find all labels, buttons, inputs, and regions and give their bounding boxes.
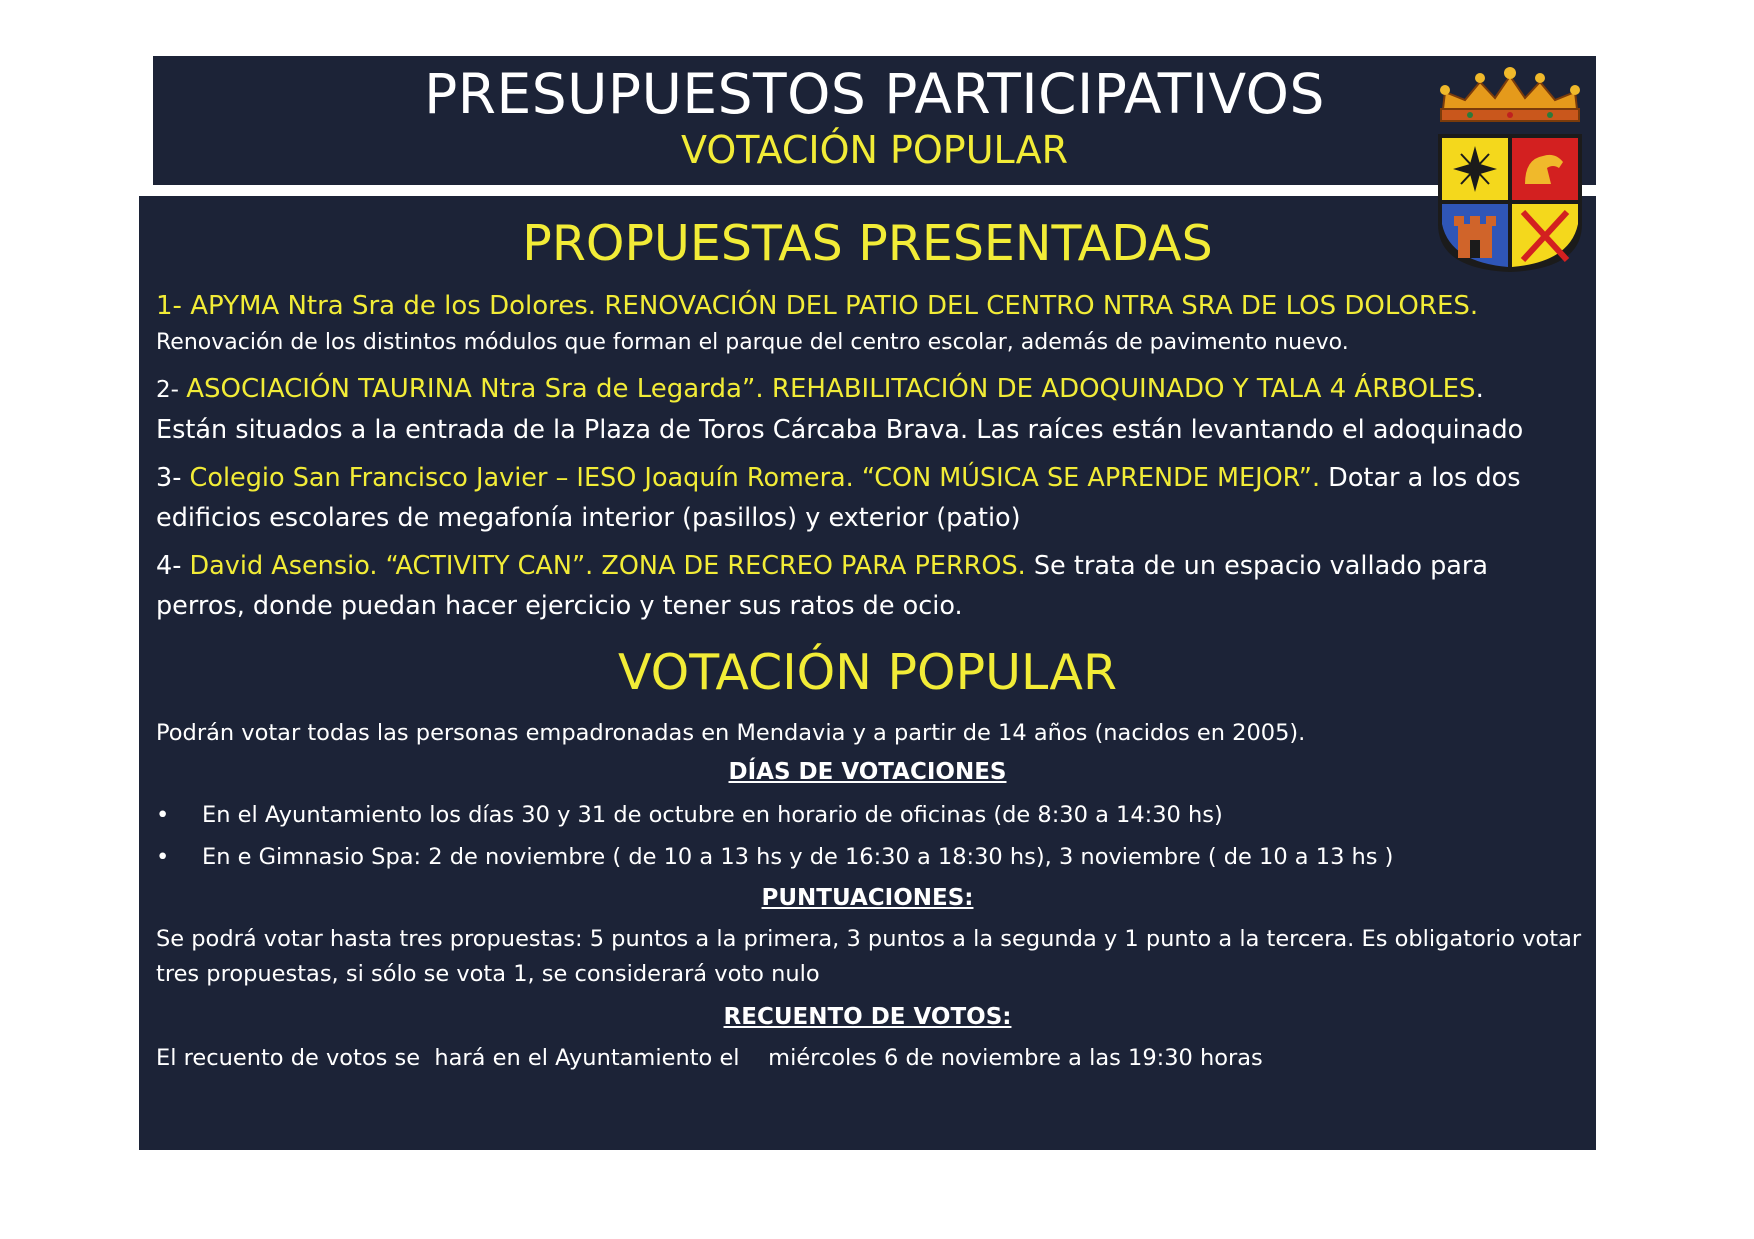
proposal-1-description: Renovación de los distintos módulos que forman el parque del centro escolar, además de pavimento nuevo.: [156, 330, 1349, 355]
proposal-1-number: 1-: [156, 291, 191, 321]
vote-count-heading: RECUENTO DE VOTOS:: [723, 1004, 1012, 1030]
eligibility-text: Podrán votar todas las personas empadronadas en Mendavia y a partir de 14 años (nacidos en 2005).: [156, 720, 1306, 746]
header-banner: [153, 56, 1596, 185]
proposal-4-description: Se trata de un espacio vallado para perros, donde puedan hacer ejercicio y tener sus ratos de ocio.: [156, 551, 1489, 621]
proposal-2-title-line: [156, 371, 1584, 408]
proposal-4-number: 4-: [156, 551, 190, 581]
crest-icon: [1425, 64, 1595, 274]
voting-day-text: En e Gimnasio Spa: 2 de noviembre ( de 10 a 13 hs y de 16:30 a 18:30 hs), 3 noviembre ( de 10 a 13 hs ): [202, 844, 1394, 870]
proposal-3-title: Colegio San Francisco Javier – IESO Joaquín Romera. “CON MÚSICA SE APRENDE MEJOR”.: [189, 463, 1321, 493]
proposal-2-title: ASOCIACIÓN TAURINA Ntra Sra de Legarda”. REHABILITACIÓN DE ADOQUINADO Y TALA 4 ÁRBOLES: [186, 374, 1476, 404]
voting-days-heading: DÍAS DE VOTACIONES: [728, 759, 1007, 785]
vote-count-text: El recuento de votos se hará en el Ayuntamiento el miércoles 6 de noviembre a las 19:30 horas: [156, 1045, 1263, 1071]
scoring-text: Se podrá votar hasta tres propuestas: 5 puntos a la primera, 3 puntos a la segunda y 1 punto a la tercera. Es obligatorio votar tres propuestas, si sólo se vota 1, se considerará voto nulo: [156, 926, 1582, 987]
proposal-1-title: APYMA Ntra Sra de los Dolores. RENOVACIÓN DEL PATIO DEL CENTRO NTRA SRA DE LOS DOLORES.: [190, 291, 1479, 321]
proposal-3-number: 3-: [156, 463, 190, 493]
main-panel: [139, 196, 1596, 1150]
proposal-4-title: David Asensio. “ACTIVITY CAN”. ZONA DE RECREO PARA PERROS.: [189, 551, 1026, 581]
page-title: PRESUPUESTOS PARTICIPATIVOS: [424, 62, 1325, 126]
voting-day-text: En el Ayuntamiento los días 30 y 31 de octubre en horario de oficinas (de 8:30 a 14:30 hs): [202, 802, 1223, 828]
proposal-3: [156, 458, 1584, 538]
proposals-heading: PROPUESTAS PRESENTADAS: [522, 215, 1213, 272]
proposal-2-title-end: .: [1475, 374, 1484, 404]
proposal-3-description: Dotar a los dos edificios escolares de megafonía interior (pasillos) y exterior (patio): [156, 463, 1521, 533]
voting-heading: VOTACIÓN POPULAR: [618, 644, 1117, 701]
proposal-2-description: Están situados a la entrada de la Plaza de Toros Cárcaba Brava. Las raíces están levantando el adoquinado: [156, 415, 1524, 445]
proposal-1-title-line: [156, 288, 1584, 324]
proposal-4: [156, 546, 1584, 626]
proposal-2-number: 2-: [156, 377, 187, 403]
crown-icon: [1440, 67, 1580, 121]
page-subtitle: VOTACIÓN POPULAR: [681, 128, 1068, 172]
bullet-icon: •: [156, 802, 170, 828]
bullet-icon: •: [156, 844, 170, 870]
scoring-heading: PUNTUACIONES:: [761, 885, 974, 911]
